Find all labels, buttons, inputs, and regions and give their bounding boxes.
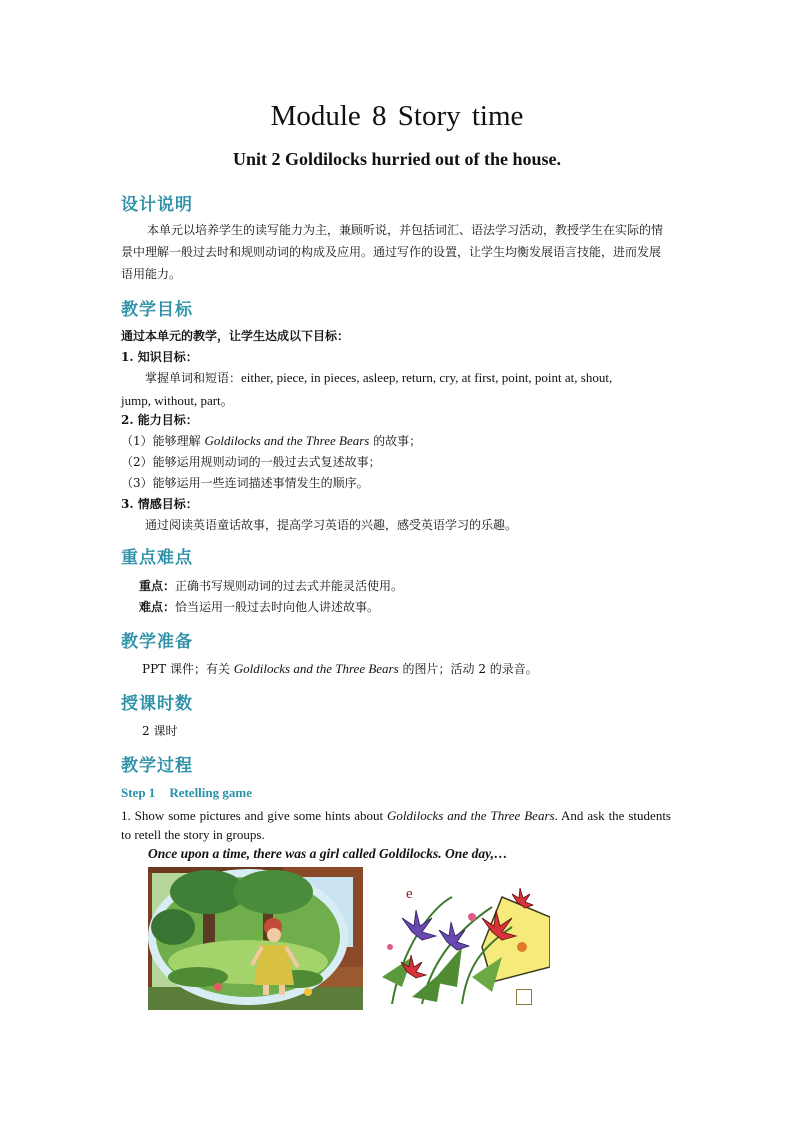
item-1-title: Goldilocks and the Three Bears [387, 808, 555, 823]
prep-text [142, 660, 538, 677]
diff-label: 难点： [139, 600, 176, 614]
flowers-illustration [372, 887, 550, 1004]
ability-1-suffix: 的故事； [369, 434, 422, 448]
step-1-heading [121, 785, 252, 801]
prep-prefix: PPT 课件；有关 [142, 662, 234, 676]
heading-design: 设计说明 [121, 195, 193, 215]
prep-title: Goldilocks and the Three Bears [233, 661, 399, 676]
step-name: Retelling game [169, 785, 252, 800]
step-num: Step 1 [121, 785, 156, 800]
knowledge-label: 1. 知识目标： [121, 350, 198, 364]
heading-goals: 教学目标 [121, 300, 193, 320]
item-1-suffix: . And ask the students to retell the story in groups. [121, 808, 671, 842]
ability-2: （2）能够运用规则动词的一般过去式复述故事； [121, 455, 381, 469]
step-1-item-1 [121, 806, 671, 844]
goals-intro: 通过本单元的教学，让学生达成以下目标： [121, 329, 350, 343]
knowledge-prefix: 掌握单词和短语： [145, 371, 242, 385]
prep-suffix: 的图片；活动 2 的录音。 [398, 662, 538, 676]
emotion-text: 通过阅读英语童话故事，提高学习英语的兴趣，感受英语学习的乐趣。 [145, 518, 518, 532]
key-text: 正确书写规则动词的过去式并能灵活使用。 [175, 579, 404, 593]
knowledge-words-1: either, piece, in pieces, asleep, return, cry, at first, point, point at, shout, [241, 370, 613, 385]
ability-1-prefix: （1）能够理解 [121, 434, 205, 448]
module-title: Module 8 Story time [270, 100, 524, 132]
key-label: 重点： [139, 579, 176, 593]
knowledge-line-1 [145, 369, 612, 386]
heading-prep: 教学准备 [121, 632, 193, 652]
image-letter: e [406, 886, 413, 902]
design-text: 本单元以培养学生的读写能力为主，兼顾听说，并包括词汇、语法学习活动，教授学生在实际的情景中理解一般过去时和规则动词的构成及应用。通过写作的设置，让学生均衡发展语言技能，进而发展语用能力。 [121, 223, 664, 281]
diff-text: 恰当运用一般过去时向他人讲述故事。 [175, 600, 380, 614]
heading-hours: 授课时数 [121, 694, 193, 714]
knowledge-words-2: jump, without, part。 [121, 393, 234, 408]
goldilocks-forest-illustration [148, 867, 363, 1010]
ability-label: 2. 能力目标： [121, 413, 198, 427]
emotion-label: 3. 情感目标： [121, 497, 198, 511]
key-point [139, 577, 403, 594]
ability-1-title: Goldilocks and the Three Bears [204, 433, 370, 448]
hours-text: 2 课时 [142, 724, 178, 738]
difficult-point [139, 598, 379, 615]
heading-process: 教学过程 [121, 756, 193, 776]
item-1-prefix: 1. Show some pictures and give some hints about [121, 808, 387, 823]
ability-1 [121, 432, 421, 449]
small-square-box [516, 989, 532, 1005]
unit-subtitle: Unit 2 Goldilocks hurried out of the house. [232, 149, 562, 169]
ability-3: （3）能够运用一些连词描述事情发生的顺序。 [121, 476, 369, 490]
heading-keypoints: 重点难点 [121, 548, 193, 568]
story-opening-quote: Once upon a time, there was a girl called Goldilocks. One day,… [148, 846, 508, 861]
